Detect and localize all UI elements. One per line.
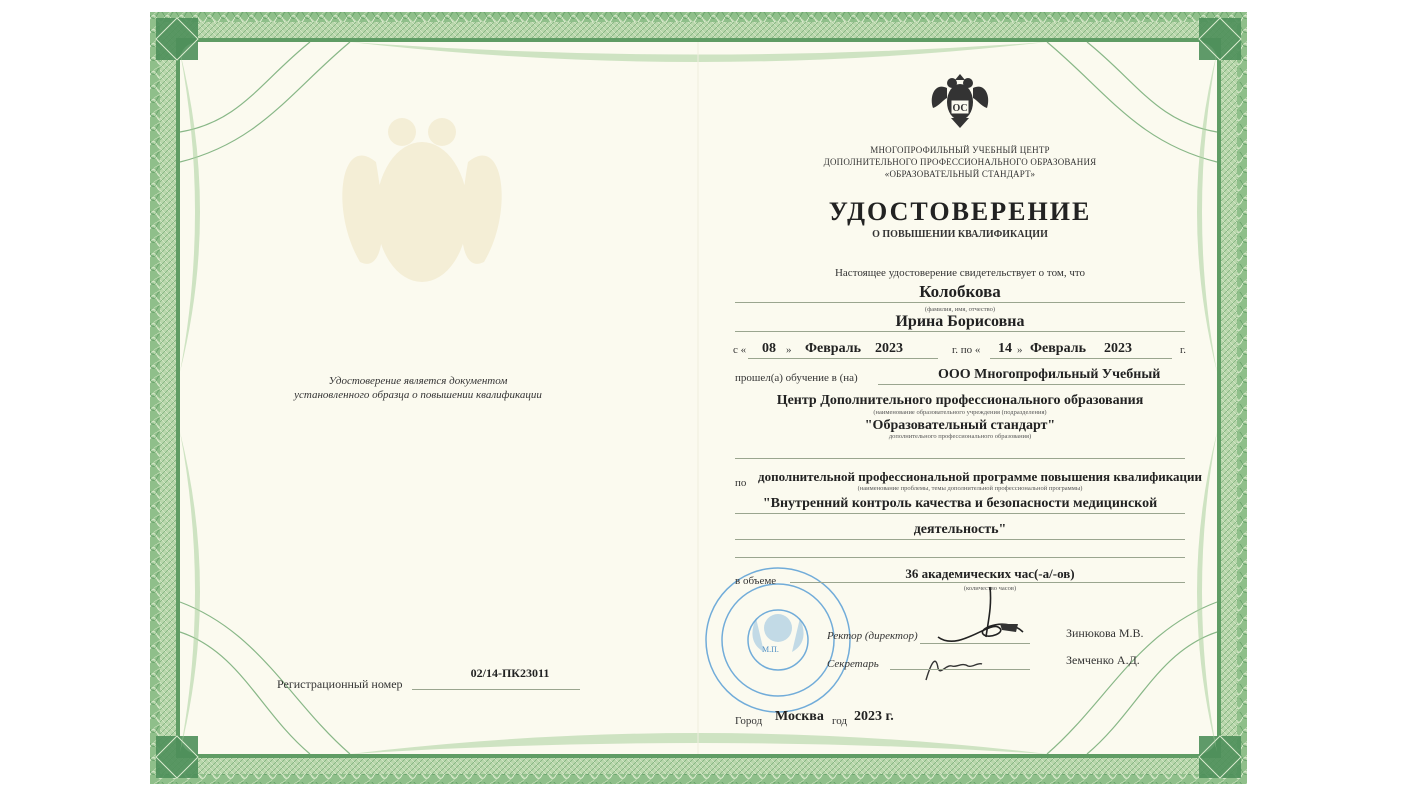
rector-underline <box>920 643 1030 644</box>
rector-label: Ректор (директор) <box>827 630 918 642</box>
secretary-name: Земченко А.Д. <box>1066 653 1140 667</box>
rector-name: Зинюкова М.В. <box>1066 626 1144 640</box>
date-from-month: Февраль <box>805 341 861 356</box>
training-label: прошел(а) обучение в (на) <box>735 372 858 384</box>
year: 2023 г. <box>854 709 894 724</box>
institution-line1: ООО Многопрофильный Учебный <box>938 367 1161 382</box>
institution-underline2 <box>735 458 1185 459</box>
city: Москва <box>775 709 824 724</box>
date-from-day: 08 <box>762 341 776 356</box>
rector-signature-icon <box>928 582 1038 652</box>
program-caption: (наименование проблемы, темы дополнительной профессиональной программы) <box>857 485 1083 492</box>
registration-number: 02/14-ПК23011 <box>470 666 550 680</box>
program-line3: деятельность" <box>913 522 1007 537</box>
surname: Колобкова <box>919 282 1001 301</box>
program-line1: дополнительной профессиональной программе повышения квалификации <box>758 469 1202 484</box>
secretary-underline <box>890 669 1030 670</box>
surname-underline <box>735 302 1185 303</box>
secretary-label: Секретарь <box>827 658 879 670</box>
date-to-day: 14 <box>998 341 1012 356</box>
volume-label: в объеме <box>735 575 777 587</box>
institution-caption2: дополнительного профессионального образования) <box>888 433 1032 440</box>
org-header-line3: «ОБРАЗОВАТЕЛЬНЫЙ СТАНДАРТ» <box>884 169 1036 179</box>
date-to-close: » <box>1017 344 1023 356</box>
validity-note-line1: Удостоверение является документом <box>328 375 508 387</box>
program-line2: "Внутренний контроль качества и безопасности медицинской <box>762 496 1158 511</box>
given-names-underline <box>735 331 1185 332</box>
registration-label: Регистрационный номер <box>277 677 403 691</box>
program-prefix: по <box>735 477 747 489</box>
city-label: Город <box>735 715 763 727</box>
date-from-close: » <box>786 344 792 356</box>
date-from-prefix: с « <box>733 344 747 356</box>
intro-text: Настоящее удостоверение свидетельствует о том, что <box>834 267 1086 279</box>
org-header-line1: МНОГОПРОФИЛЬНЫЙ УЧЕБНЫЙ ЦЕНТР <box>870 145 1050 155</box>
given-names: Ирина Борисовна <box>895 313 1025 330</box>
date-from-year: 2023 <box>875 341 903 356</box>
secretary-signature-icon <box>922 650 992 684</box>
stamp-mp: М.П. <box>762 645 779 654</box>
date-to-year: 2023 <box>1104 341 1132 356</box>
program-underline2 <box>735 539 1185 540</box>
certificate <box>150 12 1247 784</box>
institution-caption1: (наименование образовательного учреждения (подразделения) <box>873 409 1047 416</box>
validity-note-line2: установленного образца о повышении квалификации <box>294 389 542 401</box>
eagle-logo-icon <box>925 66 995 136</box>
fio-caption: (фамилия, имя, отчество) <box>924 306 996 313</box>
date-to-month: Февраль <box>1030 341 1086 356</box>
date-suffix: г. <box>1180 344 1187 356</box>
date-from-underline <box>748 358 938 359</box>
registration-underline <box>412 689 580 690</box>
institution-underline1 <box>878 384 1185 385</box>
logo-text: ОС <box>952 103 968 114</box>
program-underline1 <box>735 513 1185 514</box>
document-subtitle: О ПОВЫШЕНИИ КВАЛИФИКАЦИИ <box>872 229 1048 240</box>
date-to-underline <box>990 358 1172 359</box>
program-underline3 <box>735 557 1185 558</box>
document-title: УДОСТОВЕРЕНИЕ <box>828 197 1092 226</box>
year-label: год <box>832 715 848 727</box>
date-to-prefix: г. по « <box>952 344 981 356</box>
volume-caption: (количество часов) <box>963 585 1017 592</box>
volume-value: 36 академических час(-а/-ов) <box>905 566 1075 581</box>
institution-line3: "Образовательный стандарт" <box>864 418 1056 433</box>
org-header-line2: ДОПОЛНИТЕЛЬНОГО ПРОФЕССИОНАЛЬНОГО ОБРАЗОВАНИЯ <box>823 157 1097 167</box>
institution-line2: Центр Дополнительного профессионального образования <box>776 393 1144 408</box>
